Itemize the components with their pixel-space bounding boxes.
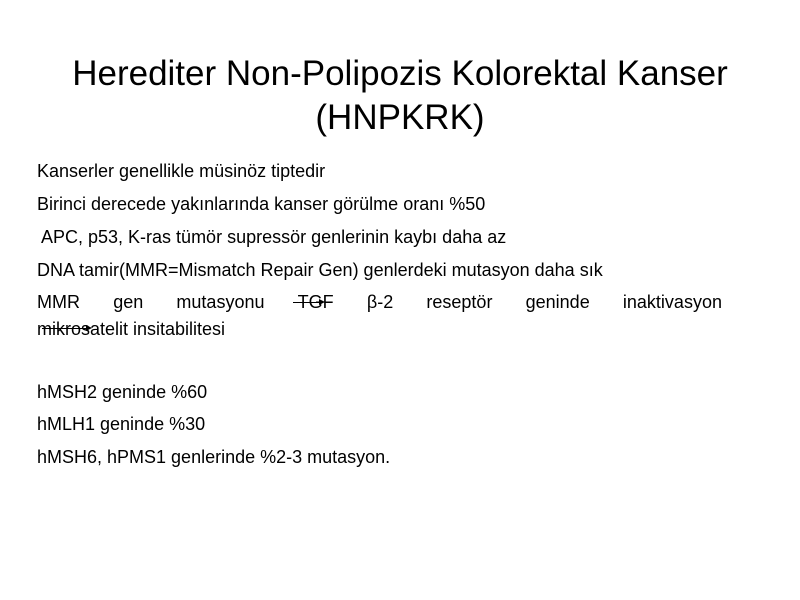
mmr-word: inaktivasyon xyxy=(622,292,722,312)
mmr-word: TGF xyxy=(297,292,334,312)
body-line-1: Kanserler genellikle müsinöz tiptedir xyxy=(37,161,326,181)
title-line-2: (HNPKRK) xyxy=(315,98,485,137)
right-arrow-icon xyxy=(42,328,90,329)
mmr-continuation: mikrosatelit insitabilitesi xyxy=(37,319,226,339)
right-arrow-icon xyxy=(293,302,323,303)
mmr-line xyxy=(37,291,722,313)
mmr-word: gen xyxy=(113,292,144,312)
stat-line-1: hMSH2 geninde %60 xyxy=(37,382,208,402)
body-line-4: DNA tamir(MMR=Mismatch Repair Gen) genlerdeki mutasyon daha sık xyxy=(37,260,603,280)
body-line-2: Birinci derecede yakınlarında kanser görülme oranı %50 xyxy=(37,194,486,214)
body-line-3: APC, p53, K-ras tümör supressör genlerinin kaybı daha az xyxy=(41,227,507,247)
mmr-word: mutasyonu xyxy=(176,292,265,312)
mmr-word: MMR xyxy=(37,292,80,312)
mmr-word: β-2 xyxy=(366,292,394,312)
title-line-1: Herediter Non-Polipozis Kolorektal Kanser xyxy=(72,54,728,93)
stat-line-3: hMSH6, hPMS1 genlerinde %2-3 mutasyon. xyxy=(37,447,391,467)
stat-line-2: hMLH1 geninde %30 xyxy=(37,414,206,434)
mmr-word: reseptör xyxy=(426,292,493,312)
slide-title xyxy=(0,52,800,140)
mmr-word: geninde xyxy=(525,292,590,312)
